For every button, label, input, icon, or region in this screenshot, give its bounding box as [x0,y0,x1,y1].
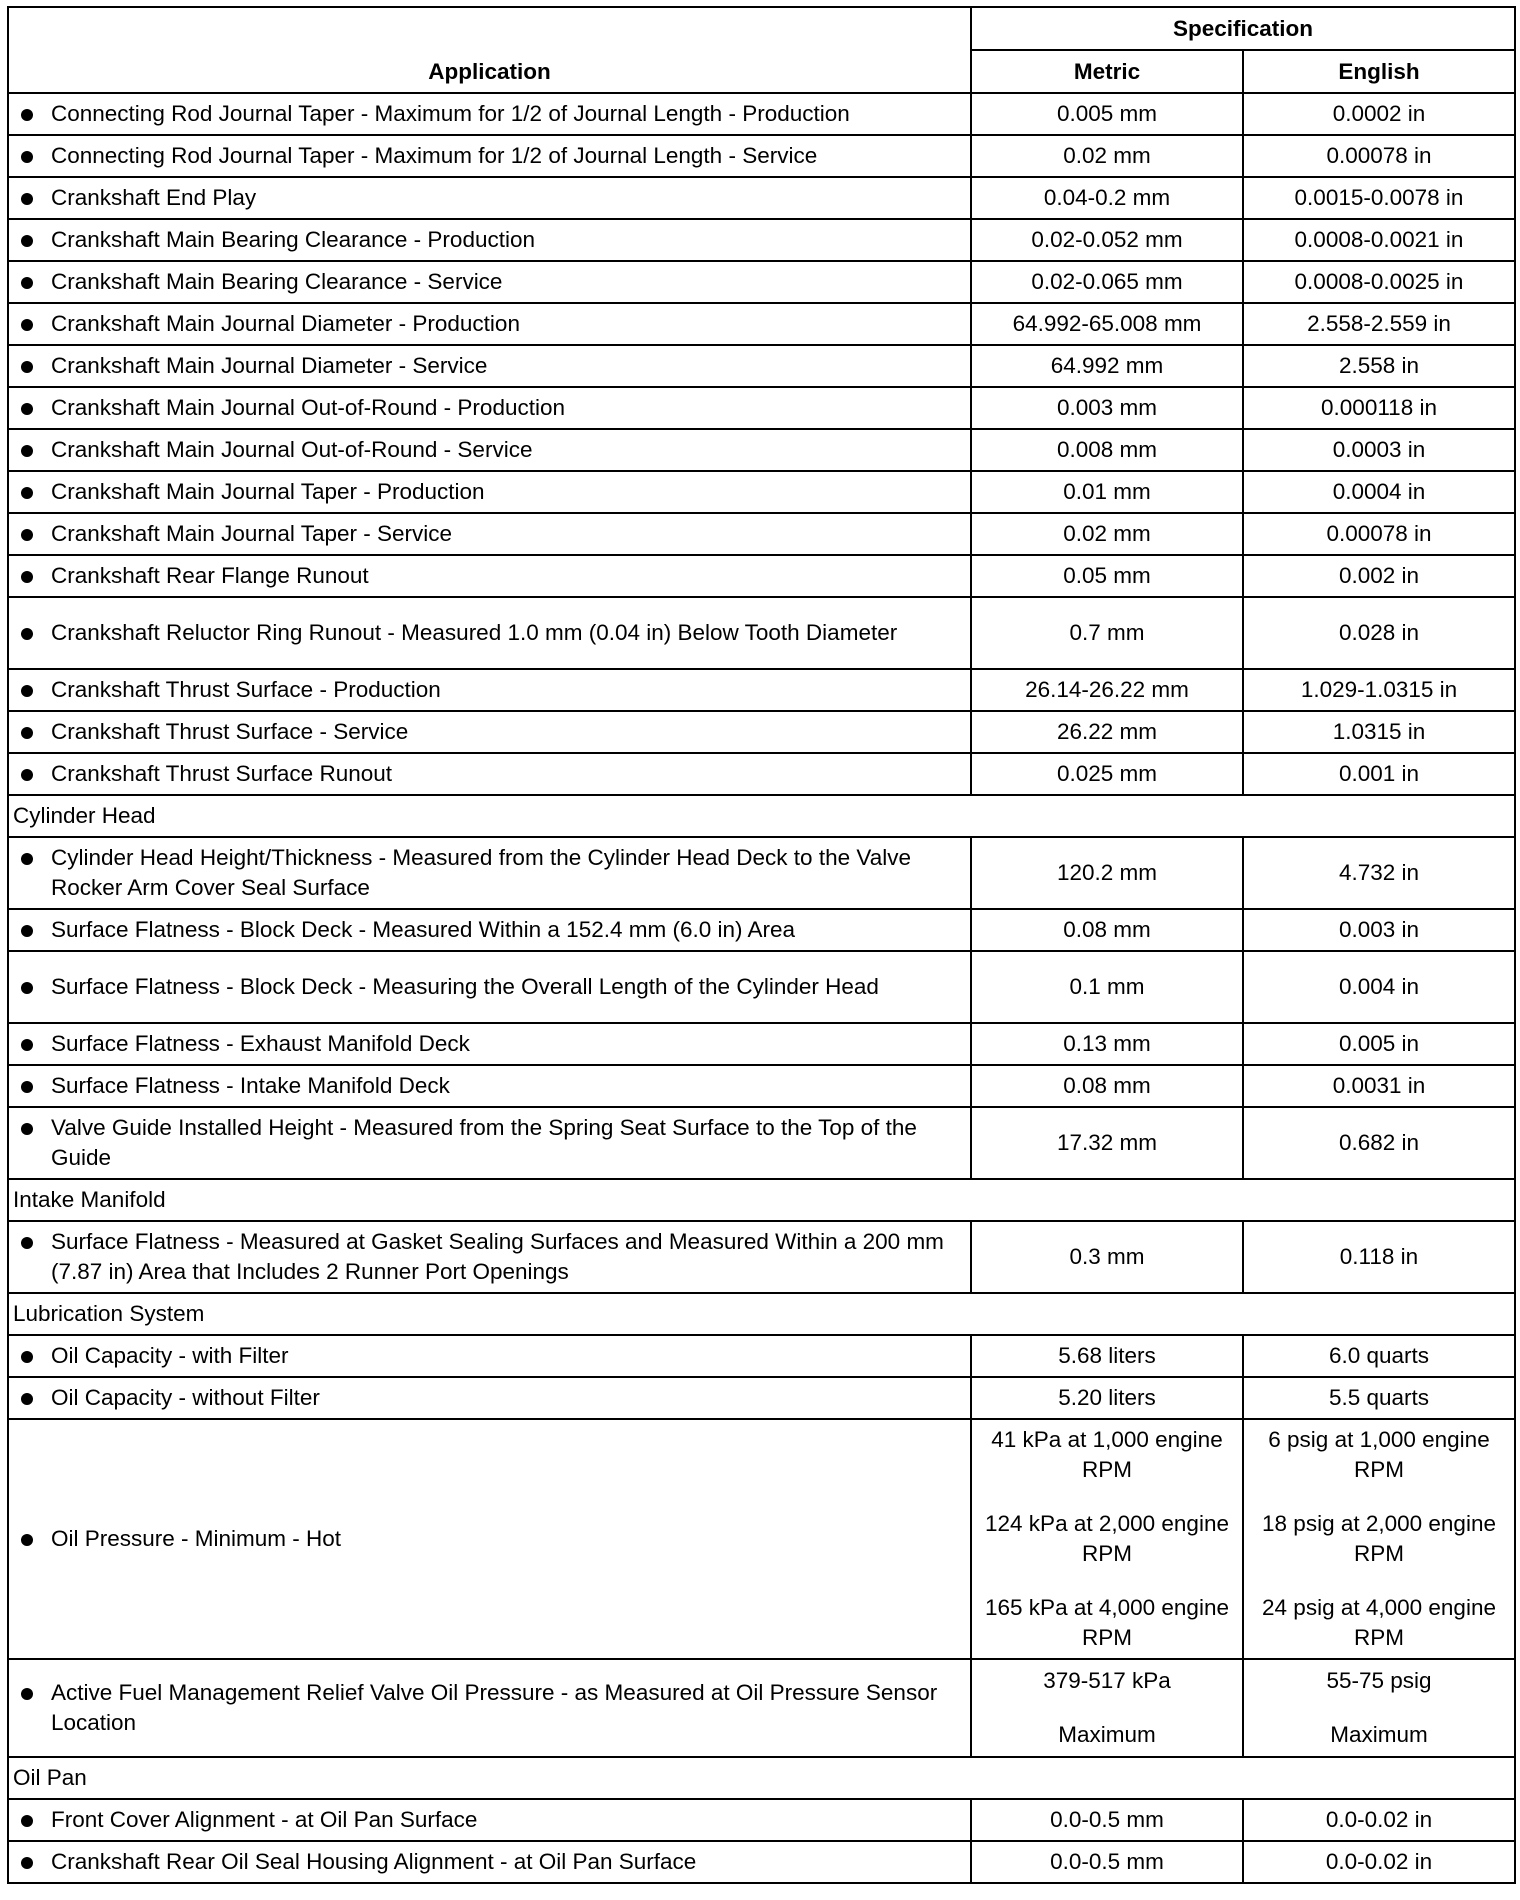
application-text: Crankshaft Thrust Surface - Service [51,719,409,744]
english-line: 6 psig at 1,000 engine RPM [1268,1427,1490,1482]
section-row [8,1757,1515,1799]
table-row [8,261,1515,303]
bullet-icon [21,1351,33,1363]
table-row [8,1377,1515,1419]
table-row [8,1065,1515,1107]
bullet-icon [21,769,33,781]
section-title-lubrication-system: Lubrication System [8,1293,1515,1335]
bullet-icon [21,1815,33,1827]
metric-value: 0.08 mm [971,909,1243,951]
english-value: 0.003 in [1243,909,1515,951]
application-text: Oil Pressure - Minimum - Hot [51,1526,342,1551]
metric-line: 124 kPa at 2,000 engine RPM [985,1511,1229,1566]
english-value: 0.0015-0.0078 in [1243,177,1515,219]
table-row [8,93,1515,135]
english-range: 55-75 psig [1326,1668,1432,1693]
header-english: English [1243,50,1515,93]
english-value: 0.005 in [1243,1023,1515,1065]
metric-line: 41 kPa at 1,000 engine RPM [991,1427,1223,1482]
bullet-icon [21,571,33,583]
english-value: 0.0031 in [1243,1065,1515,1107]
section-title-oil-pan: Oil Pan [8,1757,1515,1799]
bullet-icon [21,1688,33,1700]
english-value [1243,1419,1515,1659]
bullet-icon [21,109,33,121]
english-value: 1.0315 in [1243,711,1515,753]
english-value: 0.0-0.02 in [1243,1841,1515,1883]
application-text: Crankshaft Main Journal Out-of-Round - Production [51,395,565,420]
section-title-cylinder-head: Cylinder Head [8,795,1515,837]
application-text: Connecting Rod Journal Taper - Maximum for 1/2 of Journal Length - Service [51,143,818,168]
english-value: 0.0-0.02 in [1243,1799,1515,1841]
metric-value: 26.14-26.22 mm [971,669,1243,711]
table-row [8,711,1515,753]
bullet-icon [21,982,33,994]
table-row [8,669,1515,711]
table-row [8,219,1515,261]
metric-value [971,1419,1243,1659]
application-text: Surface Flatness - Intake Manifold Deck [51,1073,450,1098]
application-text: Crankshaft Main Journal Taper - Production [51,479,485,504]
metric-value: 0.025 mm [971,753,1243,795]
metric-value: 0.13 mm [971,1023,1243,1065]
metric-value: 0.005 mm [971,93,1243,135]
application-text: Surface Flatness - Exhaust Manifold Deck [51,1031,470,1056]
application-text: Crankshaft Rear Oil Seal Housing Alignment - at Oil Pan Surface [51,1849,697,1874]
metric-value: 64.992-65.008 mm [971,303,1243,345]
bullet-icon [21,1237,33,1249]
bullet-icon [21,277,33,289]
application-text: Crankshaft End Play [51,185,257,210]
application-text: Surface Flatness - Measured at Gasket Sealing Surfaces and Measured Within a 200 mm (7.87 in) Area that Includes 2 Runner Port Openings [51,1229,944,1284]
english-value: 2.558-2.559 in [1243,303,1515,345]
english-value: 0.004 in [1243,951,1515,1023]
application-text: Crankshaft Main Journal Out-of-Round - Service [51,437,533,462]
section-row [8,1179,1515,1221]
metric-value: 64.992 mm [971,345,1243,387]
table-row [8,387,1515,429]
metric-value: 0.04-0.2 mm [971,177,1243,219]
english-value: 0.0003 in [1243,429,1515,471]
table-row [8,1659,1515,1757]
bullet-icon [21,1081,33,1093]
table-row [8,555,1515,597]
bullet-icon [21,235,33,247]
header-application: Application [8,7,971,93]
metric-line: 165 kPa at 4,000 engine RPM [985,1595,1229,1650]
bullet-icon [21,445,33,457]
application-text: Crankshaft Main Bearing Clearance - Service [51,269,503,294]
application-text: Surface Flatness - Block Deck - Measuring the Overall Length of the Cylinder Head [51,974,879,999]
specification-table [7,6,1516,1884]
english-value: 0.682 in [1243,1107,1515,1179]
english-value: 0.0008-0.0025 in [1243,261,1515,303]
metric-value: 0.05 mm [971,555,1243,597]
application-text: Active Fuel Management Relief Valve Oil Pressure - as Measured at Oil Pressure Sensor Location [51,1680,938,1735]
table-row [8,1221,1515,1293]
bullet-icon [21,361,33,373]
metric-qualifier: Maximum [1058,1722,1156,1747]
application-text: Surface Flatness - Block Deck - Measured Within a 152.4 mm (6.0 in) Area [51,917,796,942]
header-specification: Specification [971,7,1515,50]
english-value: 0.0008-0.0021 in [1243,219,1515,261]
table-row [8,1799,1515,1841]
section-title-intake-manifold: Intake Manifold [8,1179,1515,1221]
application-text: Valve Guide Installed Height - Measured from the Spring Seat Surface to the Top of the Guide [51,1115,917,1170]
metric-value: 0.008 mm [971,429,1243,471]
table-row [8,513,1515,555]
english-value: 0.002 in [1243,555,1515,597]
application-text: Crankshaft Rear Flange Runout [51,563,369,588]
metric-range: 379-517 kPa [1043,1668,1171,1693]
bullet-icon [21,628,33,640]
metric-value: 0.0-0.5 mm [971,1799,1243,1841]
english-value: 1.029-1.0315 in [1243,669,1515,711]
english-value: 4.732 in [1243,837,1515,909]
bullet-icon [21,685,33,697]
bullet-icon [21,925,33,937]
metric-value: 0.7 mm [971,597,1243,669]
bullet-icon [21,853,33,865]
table-row [8,1335,1515,1377]
english-value: 0.00078 in [1243,135,1515,177]
application-text: Crankshaft Thrust Surface Runout [51,761,393,786]
table-row [8,1841,1515,1883]
bullet-icon [21,1123,33,1135]
bullet-icon [21,151,33,163]
application-text: Cylinder Head Height/Thickness - Measured from the Cylinder Head Deck to the Valve Rocker Arm Cover Seal Surface [51,845,911,900]
metric-value: 0.02-0.052 mm [971,219,1243,261]
table-row [8,177,1515,219]
table-row [8,1107,1515,1179]
metric-value: 0.1 mm [971,951,1243,1023]
table-row [8,303,1515,345]
english-value: 0.118 in [1243,1221,1515,1293]
application-text: Oil Capacity - without Filter [51,1385,320,1410]
metric-value: 26.22 mm [971,711,1243,753]
metric-value: 0.08 mm [971,1065,1243,1107]
metric-value: 0.02 mm [971,135,1243,177]
english-qualifier: Maximum [1330,1722,1428,1747]
bullet-icon [21,319,33,331]
metric-value: 120.2 mm [971,837,1243,909]
table-row [8,837,1515,909]
table-row [8,135,1515,177]
section-row [8,1293,1515,1335]
english-value [1243,1659,1515,1757]
english-line: 24 psig at 4,000 engine RPM [1262,1595,1496,1650]
table-row [8,951,1515,1023]
english-value: 0.000118 in [1243,387,1515,429]
bullet-icon [21,529,33,541]
application-text: Crankshaft Main Journal Diameter - Service [51,353,488,378]
english-value: 5.5 quarts [1243,1377,1515,1419]
english-value: 0.0002 in [1243,93,1515,135]
table-row [8,753,1515,795]
bullet-icon [21,1393,33,1405]
english-value: 2.558 in [1243,345,1515,387]
metric-value: 17.32 mm [971,1107,1243,1179]
table-row [8,909,1515,951]
english-value: 0.0004 in [1243,471,1515,513]
application-text: Crankshaft Main Journal Diameter - Production [51,311,520,336]
application-text: Oil Capacity - with Filter [51,1343,289,1368]
table-row [8,345,1515,387]
metric-value: 0.01 mm [971,471,1243,513]
bullet-icon [21,1857,33,1869]
application-text: Front Cover Alignment - at Oil Pan Surface [51,1807,478,1832]
english-value: 0.00078 in [1243,513,1515,555]
application-text: Crankshaft Thrust Surface - Production [51,677,441,702]
bullet-icon [21,727,33,739]
metric-value: 0.003 mm [971,387,1243,429]
application-text: Crankshaft Main Bearing Clearance - Production [51,227,535,252]
metric-value: 0.0-0.5 mm [971,1841,1243,1883]
bullet-icon [21,403,33,415]
metric-value: 0.02-0.065 mm [971,261,1243,303]
metric-value: 0.3 mm [971,1221,1243,1293]
metric-value: 5.68 liters [971,1335,1243,1377]
table-row [8,1419,1515,1659]
metric-value: 0.02 mm [971,513,1243,555]
bullet-icon [21,1039,33,1051]
english-value: 6.0 quarts [1243,1335,1515,1377]
table-row [8,597,1515,669]
english-line: 18 psig at 2,000 engine RPM [1262,1511,1496,1566]
bullet-icon [21,1534,33,1546]
metric-value [971,1659,1243,1757]
section-row [8,795,1515,837]
application-text: Crankshaft Reluctor Ring Runout - Measured 1.0 mm (0.04 in) Below Tooth Diameter [51,620,898,645]
header-metric: Metric [971,50,1243,93]
bullet-icon [21,193,33,205]
metric-value: 5.20 liters [971,1377,1243,1419]
application-text: Connecting Rod Journal Taper - Maximum for 1/2 of Journal Length - Production [51,101,850,126]
english-value: 0.001 in [1243,753,1515,795]
application-text: Crankshaft Main Journal Taper - Service [51,521,453,546]
table-row [8,471,1515,513]
table-row [8,1023,1515,1065]
bullet-icon [21,487,33,499]
english-value: 0.028 in [1243,597,1515,669]
table-row [8,429,1515,471]
